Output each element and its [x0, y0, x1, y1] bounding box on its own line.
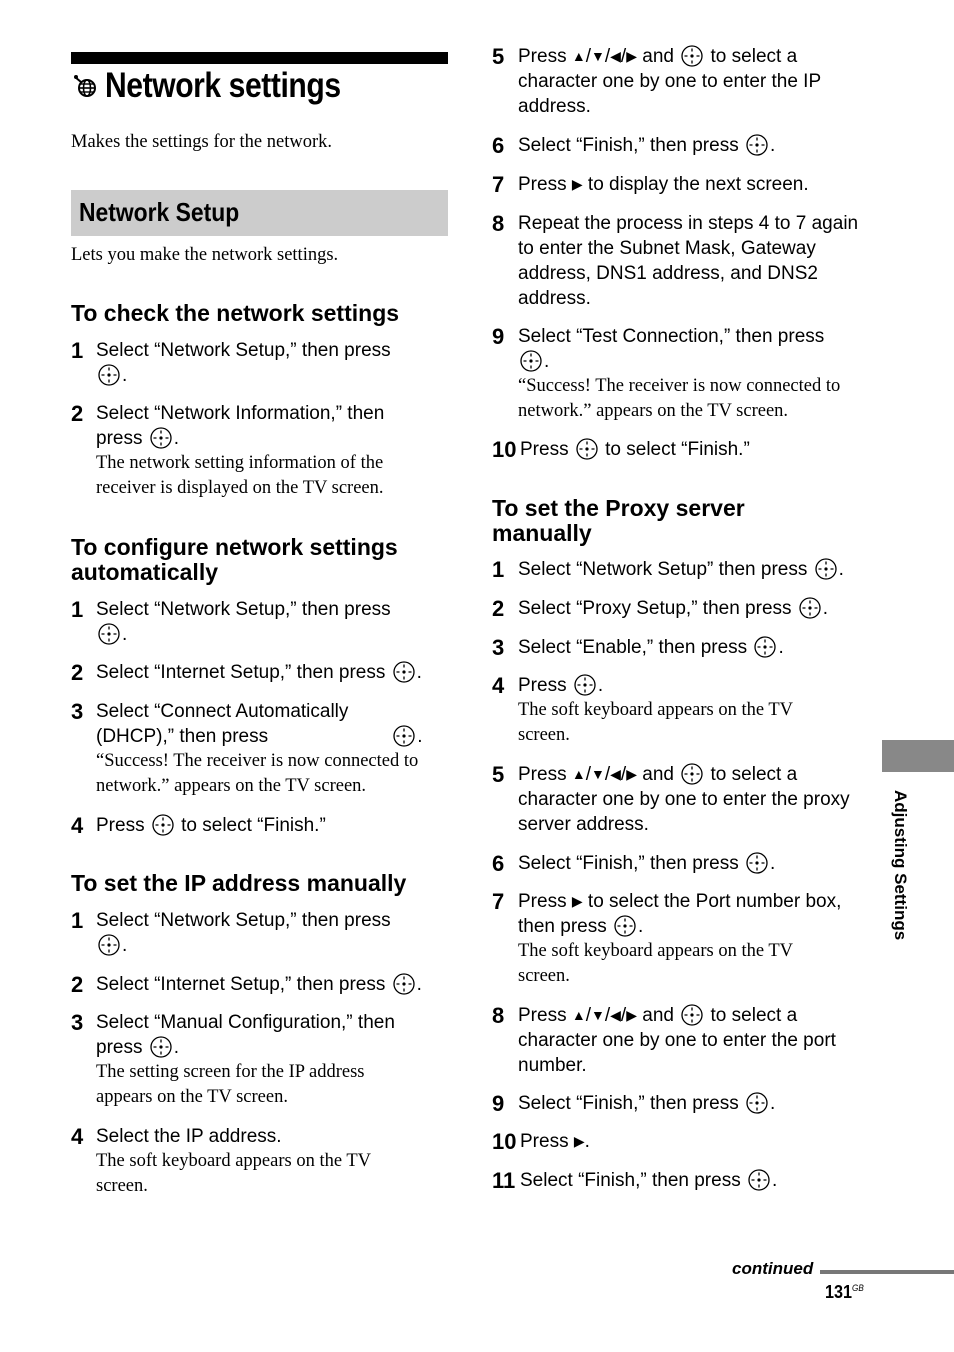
- side-tab-text: Adjusting Settings: [891, 790, 910, 941]
- step-number: 4: [492, 673, 505, 698]
- enter-button-icon: [393, 973, 415, 995]
- ip-step-9: 9 Select “Test Connection,” then press . “Success! The receiver is now connected to network.” appears on the TV screen.: [492, 324, 872, 424]
- enter-button-icon: [681, 1004, 703, 1026]
- arrow-down-icon: ▼: [591, 766, 605, 782]
- step-text: to select a character one by one to enter the IP address.: [518, 46, 821, 117]
- enter-button-icon: [98, 623, 120, 645]
- network-settings-icon: [73, 73, 99, 99]
- step-text: Press: [520, 1131, 569, 1152]
- step-text: Select “Finish,” then press: [520, 1170, 741, 1191]
- step-text: Select “Enable,” then press: [518, 637, 748, 658]
- step-text: to select a character one by one to enter the proxy server address.: [518, 764, 850, 835]
- continued-label: continued: [732, 1259, 814, 1278]
- step-text: to select a character one by one to enter the port number.: [518, 1005, 836, 1076]
- step-number: 7: [492, 172, 505, 197]
- proxy-step-2: 2 Select “Proxy Setup,” then press .: [492, 596, 829, 621]
- step-text: Select the IP address.: [96, 1126, 282, 1147]
- enter-button-icon: [746, 134, 768, 156]
- enter-button-icon: [748, 1169, 770, 1191]
- auto-step-4: 4 Press to select “Finish.”: [71, 813, 326, 838]
- proxy-step-8: 8 Press ▲/▼/◀/▶ and to select a character one by one to enter the port number.: [492, 1003, 836, 1076]
- proxy-heading: To set the Proxy server manually: [492, 495, 745, 546]
- step-number: 6: [492, 851, 505, 876]
- step-text: Select “Test Connection,” then press: [518, 326, 825, 347]
- step-number: 9: [492, 324, 505, 349]
- title-bar-rule: [71, 52, 448, 64]
- step-text: Select “Proxy Setup,” then press: [518, 598, 792, 619]
- step-number: 9: [492, 1091, 505, 1116]
- step-number: 1: [492, 557, 505, 582]
- enter-button-icon: [746, 852, 768, 874]
- step-note: The network setting information of the receiver is displayed on the TV screen.: [96, 453, 384, 498]
- arrow-left-icon: ◀: [610, 48, 621, 64]
- side-tab-label: [878, 790, 928, 970]
- step-number: 2: [71, 972, 84, 997]
- ip-step-10: 10 Press to select “Finish.”: [492, 437, 750, 462]
- arrow-right-icon: ▶: [626, 48, 637, 64]
- arrow-right-icon: ▶: [626, 1007, 637, 1023]
- ip-step-2: 2 Select “Internet Setup,” then press .: [71, 972, 422, 997]
- step-number: 4: [71, 813, 84, 838]
- ip-step-5: 5 Press ▲/▼/◀/▶ and to select a character one by one to enter the IP address.: [492, 44, 821, 117]
- step-number: 1: [71, 338, 84, 363]
- ip-step-7: 7 Press ▶ to display the next screen.: [492, 172, 809, 197]
- side-tab-marker: [882, 740, 954, 772]
- enter-button-icon: [576, 438, 598, 460]
- auto-step-1: 1 Select “Network Setup,” then press .: [71, 597, 391, 645]
- step-number: 2: [492, 596, 505, 621]
- step-number: 4: [71, 1124, 84, 1149]
- auto-step-3: 3 Select “Connect Automatically (DHCP),” then press . “Success! The receiver is now connected to network.” appears on the TV screen.: [71, 699, 451, 799]
- step-number: 1: [71, 908, 84, 933]
- enter-button-icon: [393, 661, 415, 683]
- ip-step-1: 1 Select “Network Setup,” then press .: [71, 908, 391, 956]
- step-text: Select “Internet Setup,” then press: [96, 974, 386, 995]
- step-note: “Success! The receiver is now connected to network.” appears on the TV screen.: [96, 751, 419, 796]
- enter-button-icon: [754, 636, 776, 658]
- page-title: [73, 66, 379, 106]
- proxy-step-5: 5 Press ▲/▼/◀/▶ and to select a character one by one to enter the proxy server address.: [492, 762, 850, 835]
- step-text: Press: [518, 675, 567, 696]
- auto-step-2: 2 Select “Internet Setup,” then press .: [71, 660, 422, 685]
- step-text: Select “Network Setup,” then press: [96, 910, 391, 931]
- page-suffix: GB: [852, 1283, 864, 1293]
- proxy-step-7: 7 Press ▶ to select the Port number box, then press . The soft keyboard appears on the TV screen.: [492, 889, 872, 989]
- section-intro: Lets you make the network settings.: [71, 245, 339, 265]
- enter-button-icon: [152, 814, 174, 836]
- page-number: $131^{GB}$: [825, 1282, 864, 1302]
- section-header: [71, 190, 448, 236]
- arrow-right-icon: ▶: [571, 176, 583, 192]
- step-number: 5: [492, 44, 505, 69]
- step-text: Select “Finish,” then press: [518, 135, 739, 156]
- step-note: “Success! The receiver is now connected to network.” appears on the TV screen.: [518, 376, 841, 421]
- step-number: 2: [71, 401, 84, 426]
- step-number: 7: [492, 889, 505, 914]
- step-number: 3: [71, 1010, 84, 1035]
- step-text: Press: [96, 815, 145, 836]
- step-text: Select “Manual Configuration,” then press: [96, 1012, 395, 1058]
- arrow-left-icon: ◀: [610, 766, 621, 782]
- step-number: 10: [492, 437, 517, 462]
- step-number: 8: [492, 1003, 505, 1028]
- step-note: The soft keyboard appears on the TV screen.: [518, 941, 793, 986]
- proxy-step-3: 3 Select “Enable,” then press .: [492, 635, 784, 660]
- enter-button-icon: [574, 674, 596, 696]
- step-number: 3: [492, 635, 505, 660]
- arrow-down-icon: ▼: [591, 1007, 605, 1023]
- check-heading: To check the network settings: [71, 300, 400, 326]
- step-text: Select “Network Setup,” then press: [96, 599, 391, 620]
- ip-step-3: 3 Select “Manual Configuration,” then press . The setting screen for the IP address appears on the TV screen.: [71, 1010, 451, 1110]
- arrow-up-icon: ▲: [571, 766, 586, 782]
- proxy-step-4: 4 Press . The soft keyboard appears on the TV screen.: [492, 673, 872, 748]
- step-text: Select “Network Setup,” then press: [96, 340, 391, 361]
- enter-button-icon: [746, 1092, 768, 1114]
- enter-button-icon: [681, 763, 703, 785]
- step-text: Select “Finish,” then press: [518, 1093, 739, 1114]
- page-intro: Makes the settings for the network.: [71, 132, 332, 152]
- arrow-down-icon: ▼: [591, 48, 605, 64]
- enter-button-icon: [614, 915, 636, 937]
- step-text: Select “Network Information,” then press: [96, 403, 385, 449]
- arrow-left-icon: ◀: [610, 1007, 621, 1023]
- arrow-up-icon: ▲: [571, 48, 586, 64]
- step-text: Select “Network Setup” then press: [518, 559, 808, 580]
- ip-heading: To set the IP address manually: [71, 870, 407, 896]
- step-note: The soft keyboard appears on the TV screen.: [96, 1151, 371, 1196]
- step-number: 3: [71, 699, 84, 724]
- step-text: Select “Connect Automatically (DHCP),” then press: [96, 701, 349, 747]
- step-number: 2: [71, 660, 84, 685]
- enter-button-icon: [815, 558, 837, 580]
- step-note: The soft keyboard appears on the TV screen.: [518, 700, 793, 745]
- arrow-up-icon: ▲: [571, 1007, 586, 1023]
- proxy-step-10: 10 Press ▶.: [492, 1129, 590, 1154]
- step-text: to select “Finish.”: [605, 439, 750, 460]
- enter-button-icon: [799, 597, 821, 619]
- enter-button-icon: [520, 350, 542, 372]
- auto-heading: To configure network settings automatically: [71, 534, 398, 585]
- arrow-right-icon: ▶: [571, 893, 583, 909]
- proxy-step-11: 11 Select “Finish,” then press .: [492, 1168, 778, 1193]
- arrow-right-icon: ▶: [626, 766, 637, 782]
- enter-button-icon: [681, 45, 703, 67]
- page-title-text: Network settings: [105, 66, 341, 105]
- enter-button-icon: [150, 427, 172, 449]
- section-header-text: Network Setup: [79, 197, 240, 227]
- enter-button-icon: [393, 725, 415, 747]
- enter-button-icon: [98, 364, 120, 386]
- step-number: 10: [492, 1129, 517, 1154]
- proxy-step-9: 9 Select “Finish,” then press .: [492, 1091, 776, 1116]
- check-step-1: 1 Select “Network Setup,” then press .: [71, 338, 391, 386]
- step-text: to display the next screen.: [587, 174, 809, 195]
- step-note: The setting screen for the IP address appears on the TV screen.: [96, 1062, 365, 1107]
- step-text: Select “Internet Setup,” then press: [96, 662, 386, 683]
- proxy-step-1: 1 Select “Network Setup” then press .: [492, 557, 844, 582]
- arrow-right-icon: ▶: [573, 1133, 585, 1149]
- enter-button-icon: [150, 1036, 172, 1058]
- ip-step-4: [71, 1124, 441, 1199]
- ip-step-8: [492, 211, 872, 311]
- check-step-2: 2 Select “Network Information,” then press . The network setting information of the receiver is displayed on the TV screen.: [71, 401, 441, 501]
- ip-step-6: 6 Select “Finish,” then press .: [492, 133, 776, 158]
- continued-rule: [820, 1270, 954, 1274]
- step-number: 6: [492, 133, 505, 158]
- step-number: 5: [492, 762, 505, 787]
- step-number: 11: [492, 1168, 516, 1193]
- step-number: 1: [71, 597, 84, 622]
- proxy-step-6: 6 Select “Finish,” then press .: [492, 851, 776, 876]
- step-text: Select “Finish,” then press: [518, 853, 739, 874]
- enter-button-icon: [98, 934, 120, 956]
- step-text: Repeat the process in steps 4 to 7 again to enter the Subnet Mask, Gateway address, DNS1 address, and DNS2 address.: [518, 213, 859, 309]
- step-number: 8: [492, 211, 505, 236]
- step-text: to select the Port number box, then press: [518, 891, 842, 937]
